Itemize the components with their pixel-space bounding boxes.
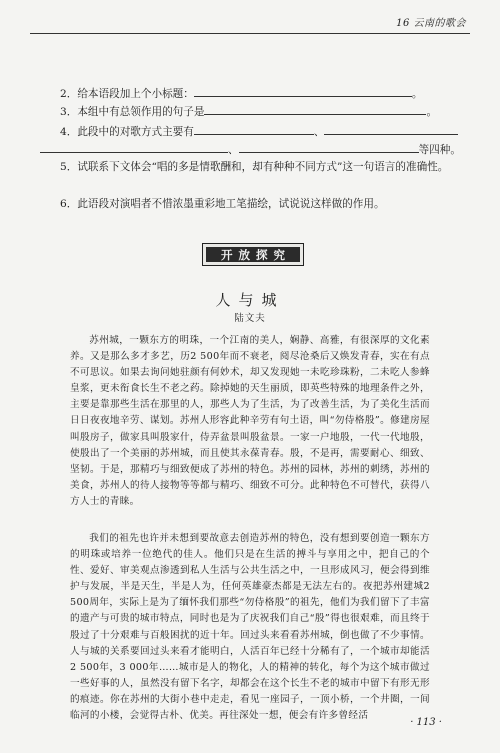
question-4-sep: 、 [313,126,325,138]
question-4-sep: 、 [228,144,239,156]
question-2-end: 。 [411,88,423,100]
answer-blank [239,142,419,153]
question-4-continued [40,142,461,158]
question-5: 5．试联系下文体会“唱的多是情歌酬和，却有种种不同方式”这一句语言的准确性。 [60,161,449,173]
answer-blank [194,86,412,97]
answer-blank [204,104,426,115]
question-4 [60,124,458,140]
question-3 [60,104,437,120]
section-banner-text: 开放探究 [206,247,300,262]
question-2 [60,86,422,102]
answer-blank [324,124,458,135]
article-author: 陆文夫 [234,313,266,324]
answer-blank [194,124,314,135]
section-banner [202,243,304,266]
question-2-text: 2．给本语段加上个小标题： [60,88,194,100]
running-header: 16 云南的歌会 [396,18,466,29]
answer-blank [40,142,228,153]
article-paragraph: 我们的祖先也许并未想到要故意去创造苏州的特色，没有想到要创造一颗东方的明珠或培养一位绝代的佳人。他们只是在生活的搏斗与享用之中，把自己的个性、爱好、审美观点渗透到私人生活与公共生活之中，一旦形成风习，便会得到维护与发展，半是天生，半是人为，任何英雄豪杰都是无法左右的。夜把苏州建城2 500周年，实际上是为了缅怀我们那些“勿侍格殷”的祖先，他们为我们留下了丰富的遗产与可贵的城市特点，同时也是为了庆祝我们自己“殷”得也很艰难，而且终于殷过了十分艰难与百般困扰的近十年。回过头来看看苏州城，倒也做了不少事情。人与城的关系要回过头来看才能明白，人活百年已经十分稀有了，一个城市却能活2 500年，3 000年……城市是人的物化，人的精神的转化，每个为这个城市做过一些好事的人，虽然没有留下名字，却都会在这个长生不老的城市中留下有形无形的痕迹。你在苏州的大街小巷中走走，看见一座园子，一顶小桥，一个井圈，一间临河的小楼，会觉得古朴、优美。再往深处一想，便会有许多曾经活 [70,533,430,722]
question-4-text: 4．此段中的对歌方式主要有 [60,126,194,138]
question-3-text: 3．本组中有总领作用的句子是 [60,106,205,118]
page-number: · 113 · [410,717,442,728]
article-title: 人与城 [215,291,285,309]
question-6: 6．此语段对演唱者不惜浓墨重彩地工笔描绘，试说说这样做的作用。 [60,198,385,210]
question-4-end: 等四种。 [418,144,461,156]
question-3-end: 。 [426,106,438,118]
article-paragraph: 苏州城，一颗东方的明珠，一个江南的美人，娴静、高雅，有很深厚的文化素养。又是那么多才多艺，历2 500年而不衰老，阅尽沧桑后又焕发青春，实在有点不可思议。如果去询问她驻颜有何妙术，却又发现她一未吃珍珠粉，二未吃人参蜂皇浆，更未衔食长生不老之药。除掉她的天生丽质，即英些特殊的地理条件之外，主要是靠那些生活在那里的人，那些人为了生活，为了改善生活，为了美化生活而日日夜夜地辛劳、谋划。苏州人形容此种辛劳有句土语，叫“勿侍格殷”。修建房屋叫殷房子，做家具叫殷家什，侍弄盆景叫殷盆景。一家一户地殷，一代一代地殷，使殷出了一个美丽的苏州城，而且使其永葆青春。殷，不是再，需要耐心、细致、坚韧。于是，那精巧与细致便成了苏州的特色。苏州的园林，苏州的刺绣，苏州的美食，苏州人的待人接物等等都与精巧、细致不可分。此种特色不可替代，获得八方人士的青睐。 [70,335,430,507]
header-rule [30,33,470,34]
